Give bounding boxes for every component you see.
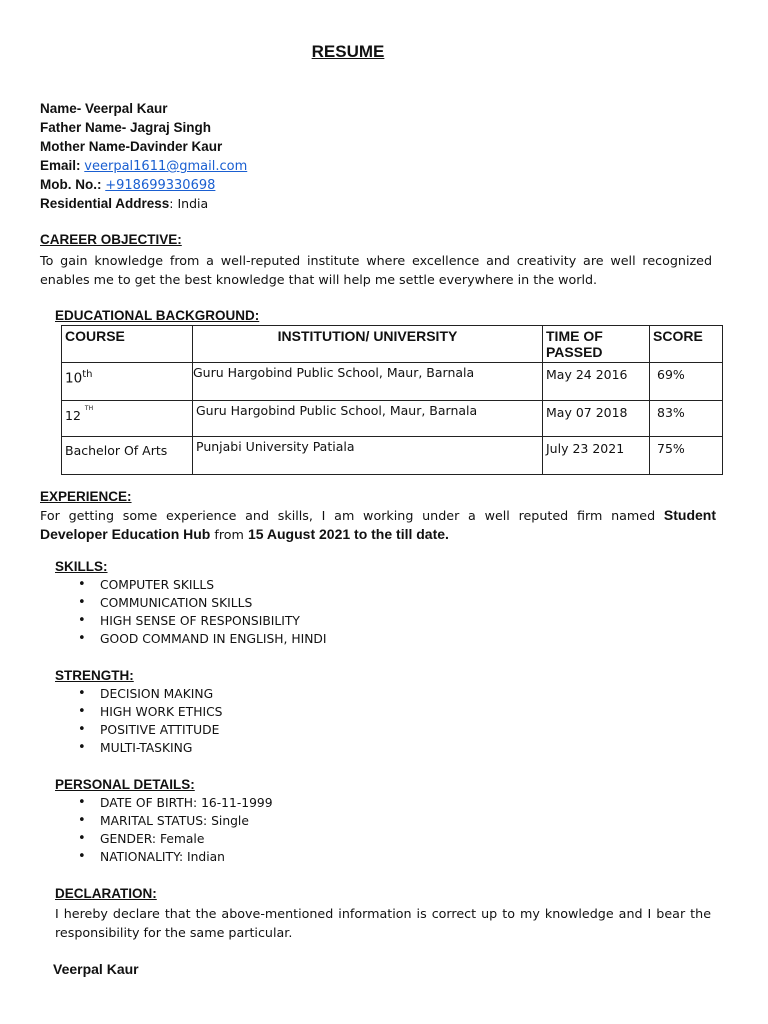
column-header: INSTITUTION/ UNIVERSITY: [193, 326, 543, 363]
experience-heading: EXPERIENCE:: [40, 489, 132, 504]
list-item: • DATE OF BIRTH: 16-11-1999: [78, 794, 273, 812]
time-cell: May 07 2018: [543, 401, 650, 437]
skills-heading: SKILLS:: [55, 559, 108, 574]
list-item: • GOOD COMMAND IN ENGLISH, HINDI: [78, 630, 326, 648]
list-item: • COMPUTER SKILLS: [78, 576, 326, 594]
institution-cell: Guru Hargobind Public School, Maur, Barnala: [193, 401, 543, 437]
course-value: 12: [65, 408, 81, 423]
list-item: • MARITAL STATUS: Single: [78, 812, 273, 830]
experience-date: 15 August 2021 to the till date.: [247, 526, 449, 542]
email-line: [40, 158, 247, 174]
course-superscript: TH: [84, 405, 94, 412]
declaration-heading: DECLARATION:: [55, 886, 157, 901]
personal-details-heading: PERSONAL DETAILS:: [55, 777, 195, 792]
score-cell: 69%: [650, 363, 723, 401]
list-item: • HIGH SENSE OF RESPONSIBILITY: [78, 612, 326, 630]
experience-firm: Student Developer Education Hub: [40, 507, 716, 542]
name-line: Name- Veerpal Kaur: [40, 101, 168, 116]
course-cell: [62, 401, 193, 437]
list-item: • MULTI-TASKING: [78, 739, 222, 757]
signature-name: Veerpal Kaur: [53, 961, 139, 977]
score-cell: 83%: [650, 401, 723, 437]
table-row: [62, 401, 723, 437]
column-header: COURSE: [62, 326, 193, 363]
time-cell: May 24 2016: [543, 363, 650, 401]
course-value: 10: [65, 370, 83, 387]
table-row: [62, 437, 723, 475]
table-row: [62, 363, 723, 401]
list-item: • NATIONALITY: Indian: [78, 848, 273, 866]
mobile-label: Mob. No.:: [40, 177, 102, 192]
address-line: [40, 196, 208, 211]
experience-text: [40, 506, 716, 544]
mobile-link[interactable]: +918699330698: [105, 178, 216, 193]
course-value: Bachelor Of Arts: [65, 443, 168, 458]
resume-title: RESUME: [311, 42, 385, 61]
career-objective-text: To gain knowledge from a well-reputed institute where excellence and creativity are well recognized enables me to get the best knowledge that will help me settle everywhere in the world.: [40, 253, 712, 287]
list-item: • DECISION MAKING: [78, 685, 222, 703]
score-cell: 75%: [650, 437, 723, 475]
list-item: • COMMUNICATION SKILLS: [78, 594, 326, 612]
education-table: [61, 325, 723, 475]
mobile-line: [40, 177, 215, 193]
course-cell: [62, 363, 193, 401]
personal-details-list: [78, 794, 273, 866]
institution-cell: Guru Hargobind Public School, Maur, Barnala: [193, 363, 543, 401]
course-superscript: th: [82, 369, 93, 380]
strength-list: [78, 685, 222, 757]
career-objective-heading: CAREER OBJECTIVE:: [40, 232, 182, 247]
experience-text-2: from: [210, 527, 248, 542]
email-label: Email:: [40, 158, 81, 173]
email-link[interactable]: veerpal1611@gmail.com: [84, 159, 248, 174]
experience-text-1: For getting some experience and skills, I am working under a well reputed firm named: [40, 508, 664, 523]
list-item: • POSITIVE ATTITUDE: [78, 721, 222, 739]
father-name-line: Father Name- Jagraj Singh: [40, 120, 212, 135]
column-header: TIME OF PASSED: [543, 326, 650, 363]
skills-list: [78, 576, 326, 648]
column-header: SCORE: [650, 326, 723, 363]
strength-heading: STRENGTH:: [55, 668, 134, 683]
institution-cell: Punjabi University Patiala: [193, 437, 543, 475]
list-item: • HIGH WORK ETHICS: [78, 703, 222, 721]
education-heading: EDUCATIONAL BACKGROUND:: [55, 308, 260, 323]
mother-name-line: Mother Name-Davinder Kaur: [40, 139, 223, 154]
table-header-row: [62, 326, 723, 363]
declaration-text: I hereby declare that the above-mentioned information is correct up to my knowledge and I bear the responsibility for the same particular.: [55, 906, 711, 940]
course-cell: [62, 437, 193, 475]
time-cell: July 23 2021: [543, 437, 650, 475]
address-label: Residential Address: [40, 196, 170, 211]
list-item: • GENDER: Female: [78, 830, 273, 848]
address-value: : India: [169, 196, 209, 211]
